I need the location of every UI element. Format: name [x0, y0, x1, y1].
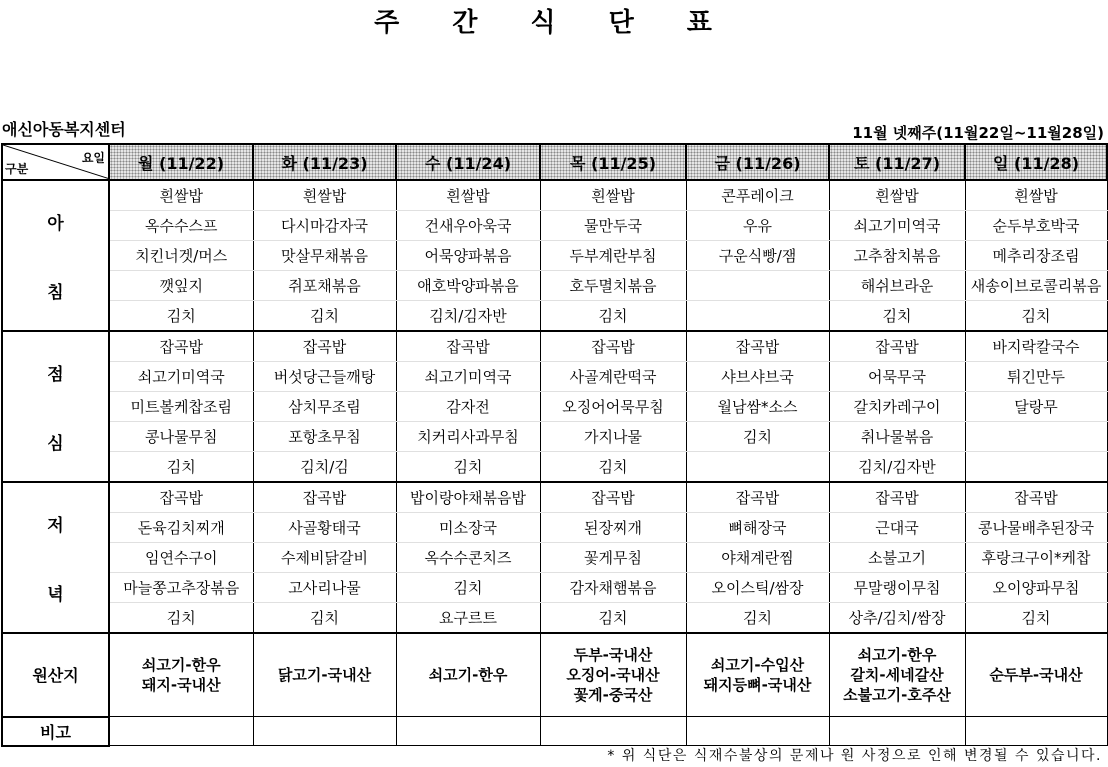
menu-item: 수제비닭갈비 — [253, 543, 396, 573]
menu-item: 잡곡밥 — [396, 331, 540, 362]
menu-item: 애호박양파볶음 — [396, 271, 540, 301]
menu-item: 샤브샤브국 — [686, 362, 829, 392]
meal-row — [2, 422, 1107, 452]
menu-item: 고추참치볶음 — [829, 241, 965, 271]
menu-body — [2, 180, 1107, 633]
origin-line: 돼지등뼈-국내산 — [703, 676, 812, 694]
meal-row — [2, 331, 1107, 362]
origin-cell — [829, 633, 965, 717]
meal-label-top: 저 — [47, 515, 64, 536]
menu-item: 근대국 — [829, 513, 965, 543]
menu-item: 잡곡밥 — [109, 482, 253, 513]
menu-item: 메추리장조림 — [965, 241, 1107, 271]
menu-item: 미소장국 — [396, 513, 540, 543]
origin-line: 쇠고기-수입산 — [710, 656, 805, 674]
note-cell — [686, 717, 829, 746]
menu-item: 버섯당근들깨탕 — [253, 362, 396, 392]
menu-item: 사골황태국 — [253, 513, 396, 543]
day-header: 화 (11/23) — [253, 144, 396, 180]
menu-item: 옥수수스프 — [109, 211, 253, 241]
day-header: 수 (11/24) — [396, 144, 540, 180]
menu-item: 달랑무 — [965, 392, 1107, 422]
menu-item: 뼈해장국 — [686, 513, 829, 543]
meal-label — [2, 482, 109, 633]
note-row — [2, 717, 1107, 746]
origin-line: 소불고기-호주산 — [843, 686, 951, 704]
note-cell — [396, 717, 540, 746]
menu-item: 쇠고기미역국 — [829, 211, 965, 241]
menu-item: 콩나물무침 — [109, 422, 253, 452]
menu-item: 흰쌀밥 — [965, 180, 1107, 211]
menu-item: 취나물볶음 — [829, 422, 965, 452]
meal-row — [2, 362, 1107, 392]
meal-row — [2, 211, 1107, 241]
day-header: 목 (11/25) — [540, 144, 686, 180]
origin-cell — [965, 633, 1107, 717]
day-header: 금 (11/26) — [686, 144, 829, 180]
menu-item: 미트볼케찹조림 — [109, 392, 253, 422]
menu-item: 잡곡밥 — [540, 482, 686, 513]
menu-item: 김치 — [540, 603, 686, 634]
meal-label-top: 아 — [47, 213, 64, 234]
menu-item: 김치/김 — [253, 452, 396, 483]
center-name: 애신아동복지센터 — [2, 120, 126, 139]
origin-section — [2, 633, 1107, 746]
menu-item: 잡곡밥 — [686, 482, 829, 513]
menu-item: 무말랭이무침 — [829, 573, 965, 603]
day-header: 월 (11/22) — [109, 144, 253, 180]
menu-item: 흰쌀밥 — [109, 180, 253, 211]
meal-row — [2, 513, 1107, 543]
menu-item: 콩나물배추된장국 — [965, 513, 1107, 543]
menu-item: 새송이브로콜리볶음 — [965, 271, 1107, 301]
menu-item — [965, 452, 1107, 483]
menu-item: 치커리사과무침 — [396, 422, 540, 452]
day-header: 일 (11/28) — [965, 144, 1107, 180]
menu-item: 된장찌개 — [540, 513, 686, 543]
menu-item: 밥이랑야채볶음밥 — [396, 482, 540, 513]
note-cell — [540, 717, 686, 746]
meal-row — [2, 301, 1107, 332]
note-label: 비고 — [2, 717, 109, 746]
footer-note: * 위 식단은 식재수불상의 문제나 원 사정으로 인해 변경될 수 있습니다. — [607, 748, 1102, 764]
menu-item: 소불고기 — [829, 543, 965, 573]
menu-item: 후랑크구이*케찹 — [965, 543, 1107, 573]
origin-line: 갈치-세네갈산 — [850, 666, 944, 684]
origin-line: 두부-국내산 — [573, 646, 653, 664]
meal-label-bottom: 침 — [47, 282, 64, 303]
menu-item: 바지락칼국수 — [965, 331, 1107, 362]
menu-item: 우유 — [686, 211, 829, 241]
menu-item — [686, 452, 829, 483]
menu-item: 김치 — [396, 452, 540, 483]
menu-item: 치킨너겟/머스 — [109, 241, 253, 271]
origin-cell — [686, 633, 829, 717]
menu-item: 콘푸레이크 — [686, 180, 829, 211]
menu-item: 김치 — [396, 573, 540, 603]
meal-row — [2, 271, 1107, 301]
meal-label-top: 점 — [47, 364, 64, 385]
menu-item: 감자채햄볶음 — [540, 573, 686, 603]
origin-cell — [540, 633, 686, 717]
page-title: 주 간 식 단 표 — [374, 8, 734, 38]
menu-item: 김치 — [253, 603, 396, 634]
meal-row — [2, 573, 1107, 603]
origin-label: 원산지 — [2, 633, 109, 717]
menu-item: 어묵무국 — [829, 362, 965, 392]
menu-item: 김치 — [686, 422, 829, 452]
menu-item: 꽃게무침 — [540, 543, 686, 573]
menu-item: 깻잎지 — [109, 271, 253, 301]
menu-item: 쇠고기미역국 — [109, 362, 253, 392]
menu-item: 해쉬브라운 — [829, 271, 965, 301]
menu-item: 잡곡밥 — [965, 482, 1107, 513]
menu-item: 삼치무조림 — [253, 392, 396, 422]
menu-item: 옥수수콘치즈 — [396, 543, 540, 573]
corner-col-label: 요일 — [81, 151, 105, 165]
menu-item: 김치 — [253, 301, 396, 332]
origin-cell — [396, 633, 540, 717]
menu-item: 김치 — [829, 301, 965, 332]
origin-line: 쇠고기-한우 — [141, 656, 221, 674]
menu-item: 구운식빵/잼 — [686, 241, 829, 271]
menu-item: 잡곡밥 — [829, 331, 965, 362]
day-header: 토 (11/27) — [829, 144, 965, 180]
menu-item: 잡곡밥 — [253, 331, 396, 362]
menu-item: 월남쌈*소스 — [686, 392, 829, 422]
menu-item: 김치 — [965, 301, 1107, 332]
menu-item: 김치 — [109, 603, 253, 634]
meal-label-bottom: 녁 — [47, 584, 64, 605]
menu-item: 건새우아욱국 — [396, 211, 540, 241]
origin-line: 꽃게-중국산 — [573, 686, 653, 704]
menu-table — [1, 143, 1108, 747]
menu-item: 임연수구이 — [109, 543, 253, 573]
menu-item: 호두멸치볶음 — [540, 271, 686, 301]
menu-item — [965, 422, 1107, 452]
menu-item: 상추/김치/쌈장 — [829, 603, 965, 634]
menu-item: 김치/김자반 — [829, 452, 965, 483]
origin-row — [2, 633, 1107, 717]
menu-item: 가지나물 — [540, 422, 686, 452]
menu-item: 김치 — [540, 301, 686, 332]
meal-label — [2, 331, 109, 482]
menu-item: 야채계란찜 — [686, 543, 829, 573]
menu-item: 맛살무채볶음 — [253, 241, 396, 271]
menu-item: 잡곡밥 — [686, 331, 829, 362]
menu-item: 김치 — [109, 301, 253, 332]
note-cell — [965, 717, 1107, 746]
menu-item: 다시마감자국 — [253, 211, 396, 241]
menu-item: 순두부호박국 — [965, 211, 1107, 241]
menu-item: 물만두국 — [540, 211, 686, 241]
menu-item: 오징어어묵무침 — [540, 392, 686, 422]
menu-item: 잡곡밥 — [253, 482, 396, 513]
corner-cell — [2, 144, 109, 180]
menu-item: 김치/김자반 — [396, 301, 540, 332]
note-cell — [109, 717, 253, 746]
menu-item: 두부계란부침 — [540, 241, 686, 271]
menu-item: 흰쌀밥 — [829, 180, 965, 211]
menu-item: 김치 — [965, 603, 1107, 634]
origin-line: 순두부-국내산 — [989, 666, 1083, 684]
menu-item: 흰쌀밥 — [396, 180, 540, 211]
meal-label — [2, 180, 109, 331]
meal-row — [2, 392, 1107, 422]
origin-cell — [253, 633, 396, 717]
origin-cell — [109, 633, 253, 717]
menu-item: 갈치카레구이 — [829, 392, 965, 422]
menu-item: 흰쌀밥 — [540, 180, 686, 211]
corner-row-label: 구분 — [5, 162, 29, 176]
meal-label-bottom: 심 — [47, 433, 64, 454]
menu-item: 마늘쫑고추장볶음 — [109, 573, 253, 603]
origin-line: 돼지-국내산 — [141, 676, 221, 694]
meal-row — [2, 180, 1107, 211]
meal-row — [2, 603, 1107, 634]
origin-line: 쇠고기-한우 — [857, 646, 937, 664]
menu-item: 감자전 — [396, 392, 540, 422]
header-row — [2, 144, 1107, 180]
origin-line: 닭고기-국내산 — [277, 666, 372, 684]
menu-item: 김치 — [109, 452, 253, 483]
menu-item: 잡곡밥 — [540, 331, 686, 362]
menu-item: 잡곡밥 — [829, 482, 965, 513]
menu-item: 오이양파무침 — [965, 573, 1107, 603]
menu-item: 쥐포채볶음 — [253, 271, 396, 301]
meal-row — [2, 241, 1107, 271]
origin-line: 쇠고기-한우 — [428, 666, 508, 684]
menu-item: 돈육김치찌개 — [109, 513, 253, 543]
menu-item: 고사리나물 — [253, 573, 396, 603]
menu-item — [686, 301, 829, 332]
note-cell — [253, 717, 396, 746]
meal-row — [2, 452, 1107, 483]
menu-item: 요구르트 — [396, 603, 540, 634]
menu-item: 튀긴만두 — [965, 362, 1107, 392]
menu-item: 흰쌀밥 — [253, 180, 396, 211]
menu-item: 김치 — [540, 452, 686, 483]
menu-item: 어묵양파볶음 — [396, 241, 540, 271]
menu-item: 사골계란떡국 — [540, 362, 686, 392]
menu-item: 쇠고기미역국 — [396, 362, 540, 392]
menu-item: 포항초무침 — [253, 422, 396, 452]
week-label: 11월 넷째주(11월22일~11월28일) — [852, 124, 1104, 142]
menu-item: 잡곡밥 — [109, 331, 253, 362]
menu-item: 김치 — [686, 603, 829, 634]
meal-row — [2, 482, 1107, 513]
menu-item — [686, 271, 829, 301]
meal-row — [2, 543, 1107, 573]
menu-item: 오이스틱/쌈장 — [686, 573, 829, 603]
origin-line: 오징어-국내산 — [566, 666, 660, 684]
note-cell — [829, 717, 965, 746]
